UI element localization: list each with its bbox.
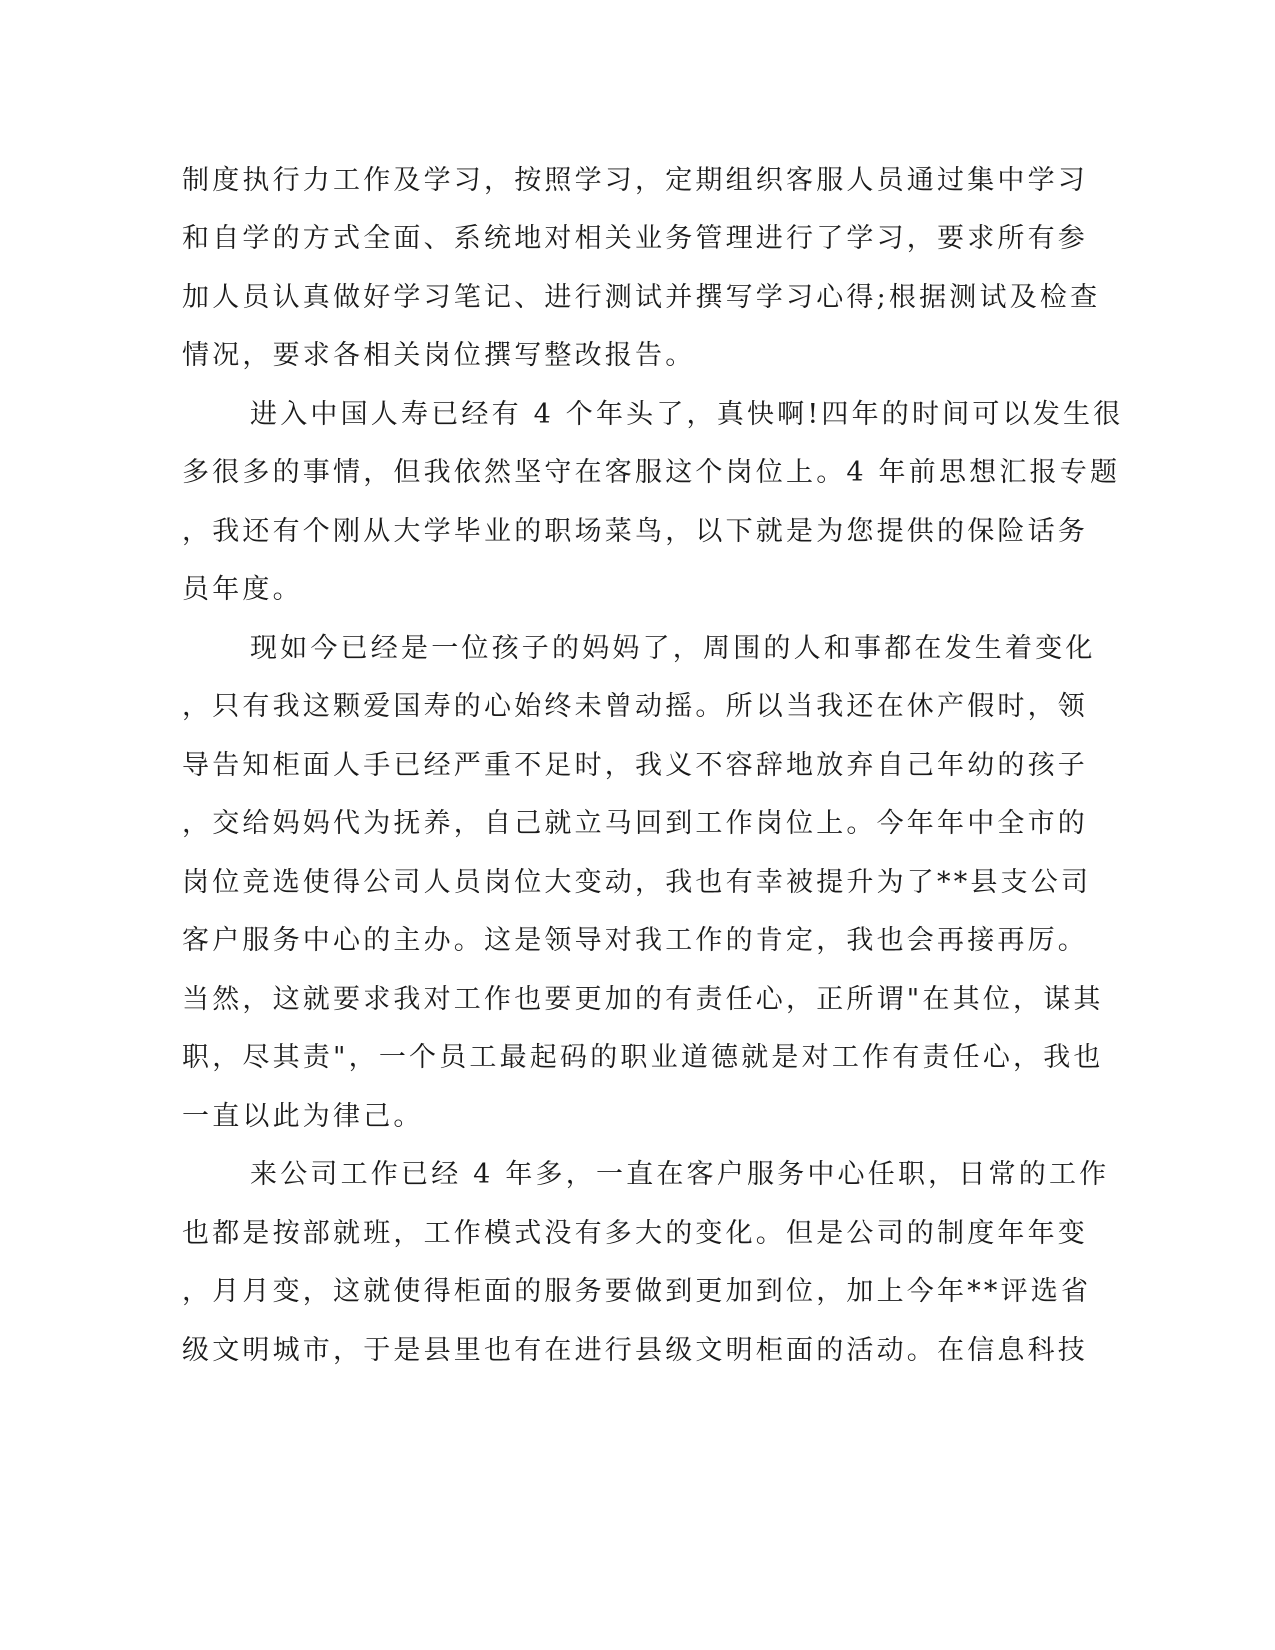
paragraph-first-line: 来公司工作已经 4 年多，一直在客户服务中心任职，日常的工作 (250, 1159, 1110, 1190)
text-line: 多很多的事情，但我依然坚守在客服这个岗位上。4 年前思想汇报专题 (182, 457, 1121, 488)
text-line: 加人员认真做好学习笔记、进行测试并撰写学习心得;根据测试及检查 (182, 282, 1101, 313)
text-line: 职，尽其责"，一个员工最起码的职业道德就是对工作有责任心，我也 (182, 1042, 1104, 1073)
text-line: ，月月变，这就使得柜面的服务要做到更加到位，加上今年**评选省 (182, 1276, 1092, 1307)
text-line: 和自学的方式全面、系统地对相关业务管理进行了学习，要求所有参 (182, 223, 1088, 254)
text-line: 客户服务中心的主办。这是领导对我工作的肯定，我也会再接再厉。 (182, 925, 1088, 956)
text-line: 当然，这就要求我对工作也要更加的有责任心，正所谓"在其位，谋其 (182, 984, 1104, 1015)
text-line: ，只有我这颗爱国寿的心始终未曾动摇。所以当我还在休产假时，领 (182, 691, 1088, 722)
text-line: 员年度。 (182, 574, 303, 605)
paragraph-first-line: 进入中国人寿已经有 4 个年头了，真快啊!四年的时间可以发生很 (250, 399, 1124, 430)
text-line: ，我还有个刚从大学毕业的职场菜鸟，以下就是为您提供的保险话务 (182, 516, 1088, 547)
text-line: 导告知柜面人手已经严重不足时，我义不容辞地放弃自己年幼的孩子 (182, 750, 1088, 781)
text-line: 也都是按部就班，工作模式没有多大的变化。但是公司的制度年年变 (182, 1218, 1088, 1249)
text-line: 级文明城市，于是县里也有在进行县级文明柜面的活动。在信息科技 (182, 1335, 1088, 1366)
paragraph-first-line: 现如今已经是一位孩子的妈妈了，周围的人和事都在发生着变化 (250, 633, 1096, 664)
text-line: 岗位竞选使得公司人员岗位大变动，我也有幸被提升为了**县支公司 (182, 867, 1092, 898)
text-line: 情况，要求各相关岗位撰写整改报告。 (182, 340, 696, 371)
text-line: 制度执行力工作及学习，按照学习，定期组织客服人员通过集中学习 (182, 165, 1088, 196)
text-line: ，交给妈妈代为抚养，自己就立马回到工作岗位上。今年年中全市的 (182, 808, 1088, 839)
text-line: 一直以此为律己。 (182, 1101, 424, 1132)
